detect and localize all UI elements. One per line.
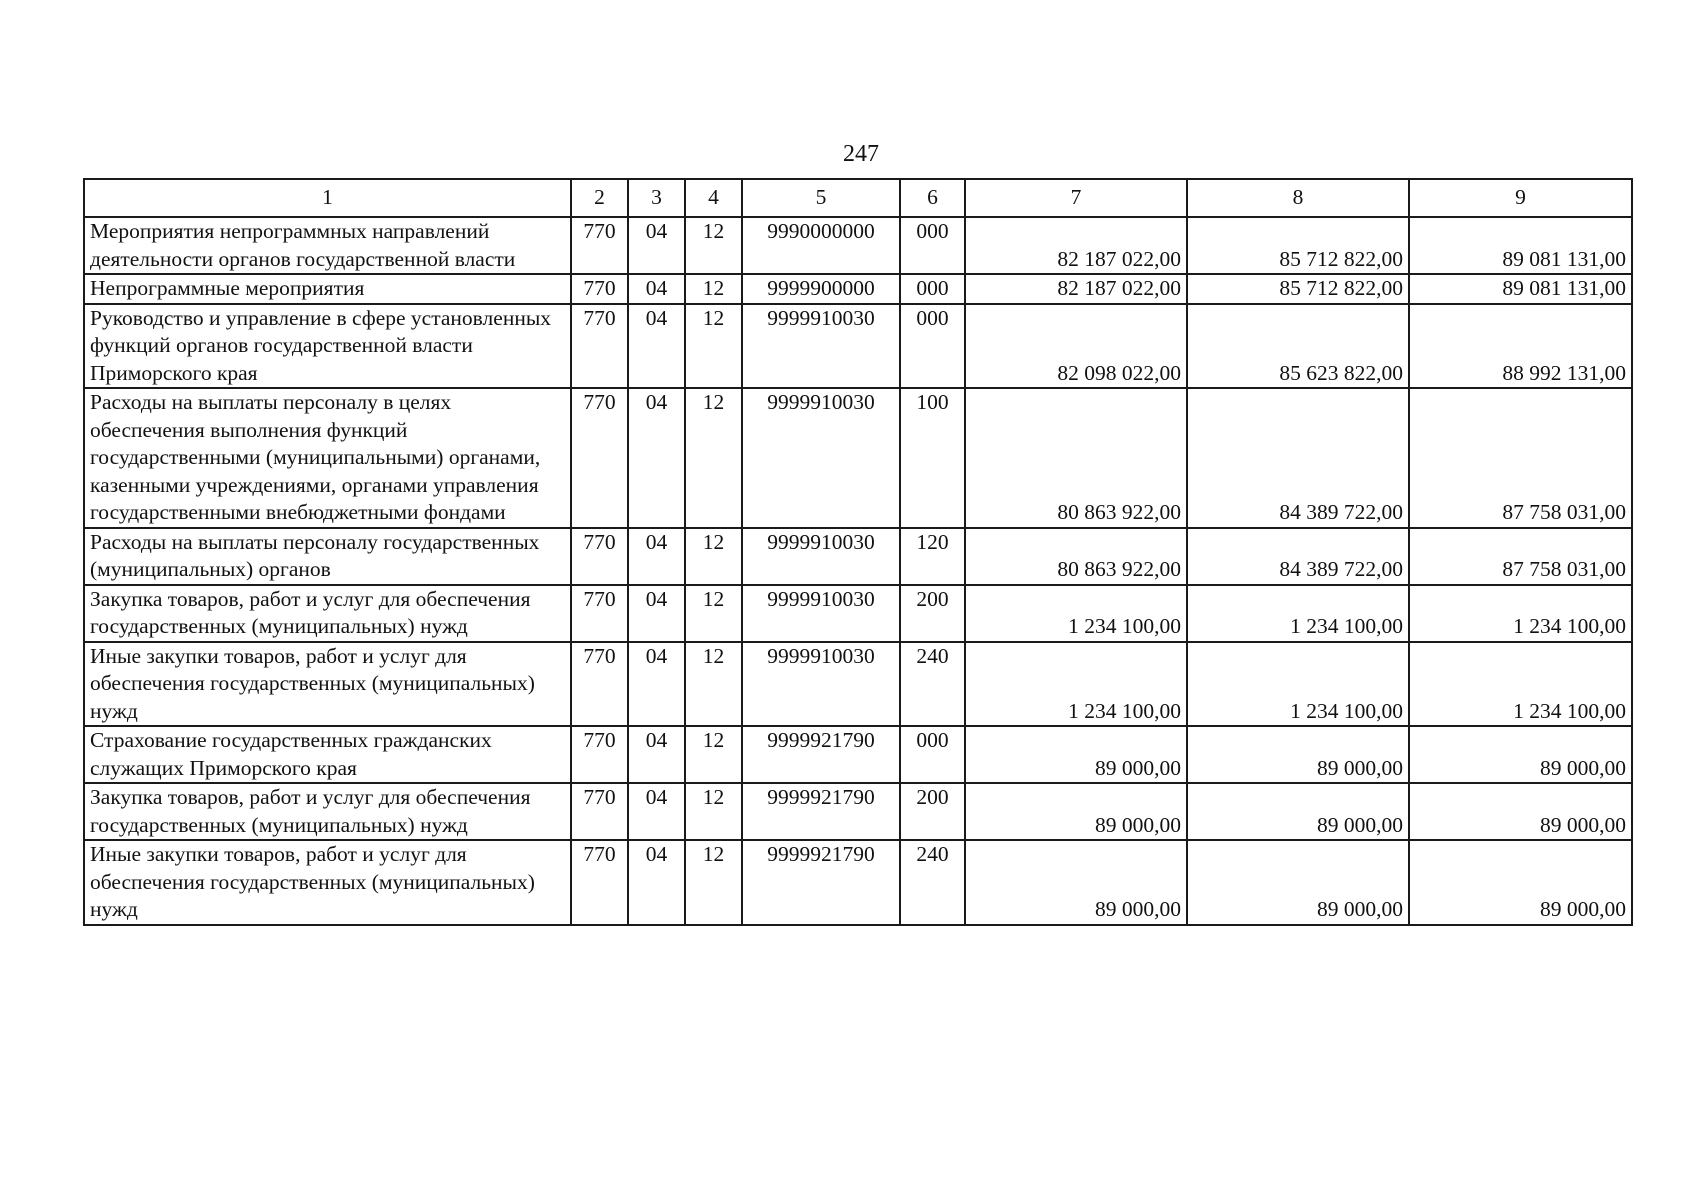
column-header: 2 bbox=[571, 179, 628, 217]
amount-col9: 89 081 131,00 bbox=[1409, 274, 1632, 304]
amount-col8: 85 623 822,00 bbox=[1187, 304, 1409, 389]
subsection-code: 12 bbox=[685, 388, 742, 528]
amount-col8: 85 712 822,00 bbox=[1187, 217, 1409, 274]
amount-col8: 1 234 100,00 bbox=[1187, 585, 1409, 642]
expense-type-code: 240 bbox=[900, 840, 965, 925]
ministry-code: 770 bbox=[571, 783, 628, 840]
budget-table bbox=[83, 178, 1633, 926]
amount-col9: 89 081 131,00 bbox=[1409, 217, 1632, 274]
amount-col8: 89 000,00 bbox=[1187, 726, 1409, 783]
subsection-code: 12 bbox=[685, 840, 742, 925]
ministry-code: 770 bbox=[571, 304, 628, 389]
page-number: 247 bbox=[843, 141, 879, 167]
target-item-code: 9999910030 bbox=[742, 585, 900, 642]
table-header bbox=[84, 179, 1632, 217]
subsection-code: 12 bbox=[685, 642, 742, 727]
table-row bbox=[84, 585, 1632, 642]
amount-col7: 1 234 100,00 bbox=[965, 642, 1187, 727]
target-item-code: 9999900000 bbox=[742, 274, 900, 304]
column-header: 3 bbox=[628, 179, 685, 217]
expense-type-code: 240 bbox=[900, 642, 965, 727]
column-header: 9 bbox=[1409, 179, 1632, 217]
subsection-code: 12 bbox=[685, 726, 742, 783]
expense-name: Руководство и управление в сфере установленных функций органов государственной власти Приморского края bbox=[84, 304, 571, 389]
expense-name: Закупка товаров, работ и услуг для обеспечения государственных (муниципальных) нужд bbox=[84, 585, 571, 642]
amount-col7: 80 863 922,00 bbox=[965, 528, 1187, 585]
ministry-code: 770 bbox=[571, 726, 628, 783]
table-row bbox=[84, 840, 1632, 925]
amount-col9: 89 000,00 bbox=[1409, 840, 1632, 925]
ministry-code: 770 bbox=[571, 585, 628, 642]
amount-col7: 82 187 022,00 bbox=[965, 274, 1187, 304]
target-item-code: 9999921790 bbox=[742, 726, 900, 783]
amount-col9: 1 234 100,00 bbox=[1409, 585, 1632, 642]
ministry-code: 770 bbox=[571, 274, 628, 304]
amount-col8: 89 000,00 bbox=[1187, 783, 1409, 840]
column-header: 4 bbox=[685, 179, 742, 217]
table-row bbox=[84, 217, 1632, 274]
section-code: 04 bbox=[628, 840, 685, 925]
amount-col7: 89 000,00 bbox=[965, 783, 1187, 840]
amount-col8: 84 389 722,00 bbox=[1187, 388, 1409, 528]
expense-type-code: 200 bbox=[900, 585, 965, 642]
expense-name: Иные закупки товаров, работ и услуг для обеспечения государственных (муниципальных) нужд bbox=[84, 840, 571, 925]
table-row bbox=[84, 642, 1632, 727]
subsection-code: 12 bbox=[685, 585, 742, 642]
amount-col8: 1 234 100,00 bbox=[1187, 642, 1409, 727]
column-header: 5 bbox=[742, 179, 900, 217]
expense-type-code: 200 bbox=[900, 783, 965, 840]
column-header: 1 bbox=[84, 179, 571, 217]
amount-col8: 84 389 722,00 bbox=[1187, 528, 1409, 585]
column-header: 7 bbox=[965, 179, 1187, 217]
expense-type-code: 100 bbox=[900, 388, 965, 528]
expense-name: Страхование государственных гражданских служащих Приморского края bbox=[84, 726, 571, 783]
amount-col7: 1 234 100,00 bbox=[965, 585, 1187, 642]
subsection-code: 12 bbox=[685, 304, 742, 389]
expense-name: Непрограммные мероприятия bbox=[84, 274, 571, 304]
target-item-code: 9999921790 bbox=[742, 840, 900, 925]
subsection-code: 12 bbox=[685, 274, 742, 304]
amount-col7: 82 187 022,00 bbox=[965, 217, 1187, 274]
ministry-code: 770 bbox=[571, 840, 628, 925]
section-code: 04 bbox=[628, 388, 685, 528]
expense-name: Расходы на выплаты персоналу в целях обеспечения выполнения функций государственными (муниципальными) органами, казенными учреждениями, органами управления государственными внебюджетными фондами bbox=[84, 388, 571, 528]
section-code: 04 bbox=[628, 726, 685, 783]
amount-col7: 80 863 922,00 bbox=[965, 388, 1187, 528]
amount-col9: 88 992 131,00 bbox=[1409, 304, 1632, 389]
header-row bbox=[84, 179, 1632, 217]
section-code: 04 bbox=[628, 642, 685, 727]
amount-col9: 87 758 031,00 bbox=[1409, 388, 1632, 528]
table-row bbox=[84, 388, 1632, 528]
amount-col9: 87 758 031,00 bbox=[1409, 528, 1632, 585]
target-item-code: 9999910030 bbox=[742, 388, 900, 528]
table-row bbox=[84, 726, 1632, 783]
expense-type-code: 120 bbox=[900, 528, 965, 585]
subsection-code: 12 bbox=[685, 217, 742, 274]
amount-col9: 89 000,00 bbox=[1409, 726, 1632, 783]
expense-name: Мероприятия непрограммных направлений деятельности органов государственной власти bbox=[84, 217, 571, 274]
expense-name: Закупка товаров, работ и услуг для обеспечения государственных (муниципальных) нужд bbox=[84, 783, 571, 840]
target-item-code: 9990000000 bbox=[742, 217, 900, 274]
table-row bbox=[84, 304, 1632, 389]
amount-col7: 82 098 022,00 bbox=[965, 304, 1187, 389]
expense-name: Расходы на выплаты персоналу государственных (муниципальных) органов bbox=[84, 528, 571, 585]
section-code: 04 bbox=[628, 217, 685, 274]
table-row bbox=[84, 274, 1632, 304]
ministry-code: 770 bbox=[571, 642, 628, 727]
amount-col8: 85 712 822,00 bbox=[1187, 274, 1409, 304]
amount-col9: 89 000,00 bbox=[1409, 783, 1632, 840]
table-row bbox=[84, 783, 1632, 840]
target-item-code: 9999910030 bbox=[742, 528, 900, 585]
section-code: 04 bbox=[628, 783, 685, 840]
section-code: 04 bbox=[628, 304, 685, 389]
expense-type-code: 000 bbox=[900, 726, 965, 783]
amount-col8: 89 000,00 bbox=[1187, 840, 1409, 925]
expense-type-code: 000 bbox=[900, 217, 965, 274]
target-item-code: 9999910030 bbox=[742, 642, 900, 727]
ministry-code: 770 bbox=[571, 217, 628, 274]
ministry-code: 770 bbox=[571, 528, 628, 585]
subsection-code: 12 bbox=[685, 783, 742, 840]
section-code: 04 bbox=[628, 528, 685, 585]
expense-name: Иные закупки товаров, работ и услуг для обеспечения государственных (муниципальных) нужд bbox=[84, 642, 571, 727]
subsection-code: 12 bbox=[685, 528, 742, 585]
amount-col7: 89 000,00 bbox=[965, 726, 1187, 783]
column-header: 8 bbox=[1187, 179, 1409, 217]
expense-type-code: 000 bbox=[900, 304, 965, 389]
target-item-code: 9999921790 bbox=[742, 783, 900, 840]
table-row bbox=[84, 528, 1632, 585]
section-code: 04 bbox=[628, 585, 685, 642]
target-item-code: 9999910030 bbox=[742, 304, 900, 389]
amount-col9: 1 234 100,00 bbox=[1409, 642, 1632, 727]
column-header: 6 bbox=[900, 179, 965, 217]
table-body bbox=[84, 217, 1632, 925]
section-code: 04 bbox=[628, 274, 685, 304]
ministry-code: 770 bbox=[571, 388, 628, 528]
expense-type-code: 000 bbox=[900, 274, 965, 304]
amount-col7: 89 000,00 bbox=[965, 840, 1187, 925]
